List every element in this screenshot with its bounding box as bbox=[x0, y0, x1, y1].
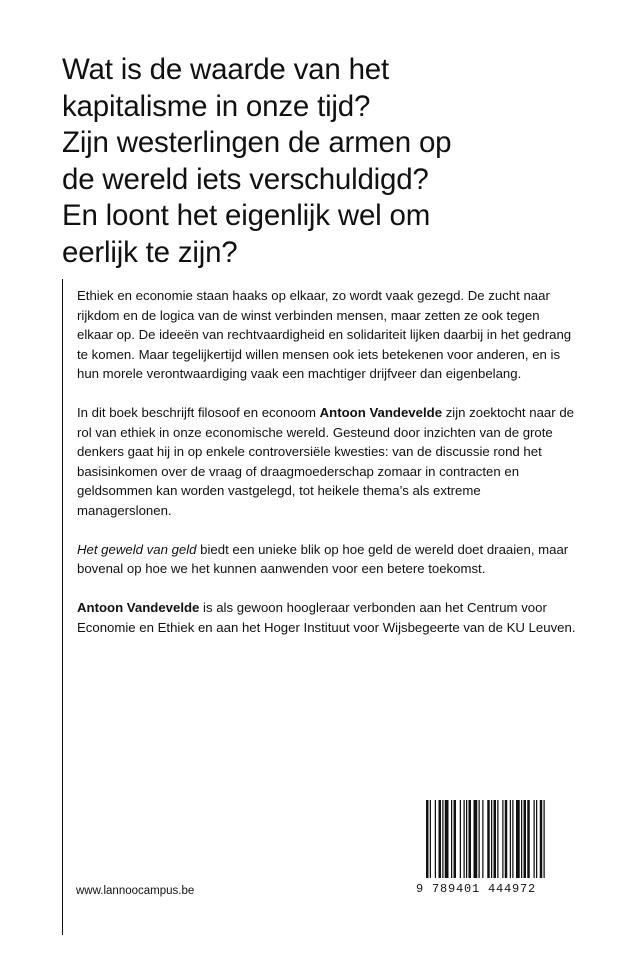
barcode-bar bbox=[521, 800, 522, 878]
vertical-rule bbox=[62, 279, 63, 935]
barcode-bar bbox=[536, 800, 537, 878]
barcode-bar bbox=[454, 800, 457, 878]
publisher-website: www.lannoocampus.be bbox=[76, 885, 195, 897]
barcode-bar bbox=[460, 800, 461, 878]
barcode-bar bbox=[439, 800, 442, 878]
barcode-bar bbox=[494, 800, 497, 878]
barcode-bar bbox=[464, 800, 465, 878]
isbn-number: 9 789401 444972 bbox=[416, 882, 537, 896]
barcode-bar bbox=[479, 800, 480, 878]
blurb-paragraph-1: Ethiek en economie staan haaks op elkaar, zo wordt vaak gezegd. De zucht naar rijkdom en de logica van de winst verbinden mensen, maar zetten ze ook tegen elkaar op. De ideeën van rechtvaardigheid en solidariteit lijken daarbij in het gedrang te komen. Maar tegelijkertijd willen mensen ook iets betekenen voor anderen, en is hun morele verontwaardiging vaak een machtiger drijfveer dan eigenbelang. bbox=[77, 288, 572, 381]
barcode-bar bbox=[442, 800, 443, 878]
blurb-paragraph-3 bbox=[77, 540, 577, 579]
barcode-bar bbox=[451, 800, 452, 878]
barcode-bar bbox=[497, 800, 498, 878]
barcode-bar bbox=[502, 800, 503, 878]
headline-line: Zijn westerlingen de armen op bbox=[62, 126, 452, 159]
barcode-bar bbox=[505, 800, 508, 878]
barcode-bar bbox=[482, 800, 483, 878]
barcode-bar bbox=[426, 800, 429, 878]
headline-line: Wat is de waarde van het bbox=[62, 53, 389, 86]
barcode-bar bbox=[534, 800, 535, 878]
barcode-bar bbox=[469, 800, 472, 878]
paragraph-text: is als gewoon hoogleraar verbonden aan het Centrum voor Economie en Ethiek en aan het Hoger Instituut voor Wijsbegeerte van de KU Leuven. bbox=[77, 600, 576, 635]
headline-line: eerlijk te zijn? bbox=[62, 235, 238, 269]
blurb-paragraph-2 bbox=[77, 403, 577, 520]
barcode-bar bbox=[445, 800, 449, 878]
barcode-bar bbox=[466, 800, 467, 878]
barcode-bar bbox=[491, 800, 492, 878]
author-bio bbox=[77, 598, 577, 637]
barcode-bar bbox=[544, 800, 545, 878]
headline-line: En loont het eigenlijk wel om bbox=[62, 199, 431, 232]
barcode-bar bbox=[516, 800, 520, 878]
headline-line: de wereld iets verschuldigd? bbox=[62, 162, 429, 196]
barcode-bars bbox=[416, 800, 578, 880]
headline-line: kapitalisme in onze tijd? bbox=[62, 89, 371, 123]
barcode bbox=[416, 800, 578, 895]
paragraph-text: In dit boek beschrijft filosoof en econoom bbox=[77, 405, 320, 420]
barcode-bar bbox=[474, 800, 478, 878]
barcode-bar bbox=[527, 800, 530, 878]
barcode-bar bbox=[430, 800, 431, 878]
barcode-bar bbox=[510, 800, 511, 878]
author-name: Antoon Vandevelde bbox=[77, 600, 200, 615]
barcode-bar bbox=[540, 800, 543, 878]
book-title: Het geweld van geld bbox=[77, 541, 197, 557]
blurb-text bbox=[77, 286, 577, 657]
author-name: Antoon Vandevelde bbox=[319, 405, 443, 420]
paragraph-text: biedt een unieke blik op hoe geld de wereld doet draaien, maar bovenal op hoe we het kunnen aanwenden voor een betere toekomst. bbox=[77, 541, 569, 576]
back-cover-headline bbox=[62, 52, 582, 271]
barcode-bar bbox=[435, 800, 436, 878]
barcode-bar bbox=[524, 800, 527, 878]
barcode-bar bbox=[512, 800, 513, 878]
paragraph-text: zijn zoektocht naar de rol van ethiek in onze economische wereld. Gesteund door inzichten van de grote denkers gaat hij in op enkele controversiële kwesties: van de discussie rond het basisinkomen over de vraag of draagmoederschap zomaar in contracten en geldsommen kan worden vastgelegd, tot heikele thema’s als extreme managerslonen. bbox=[77, 405, 574, 518]
barcode-bar bbox=[487, 800, 490, 878]
